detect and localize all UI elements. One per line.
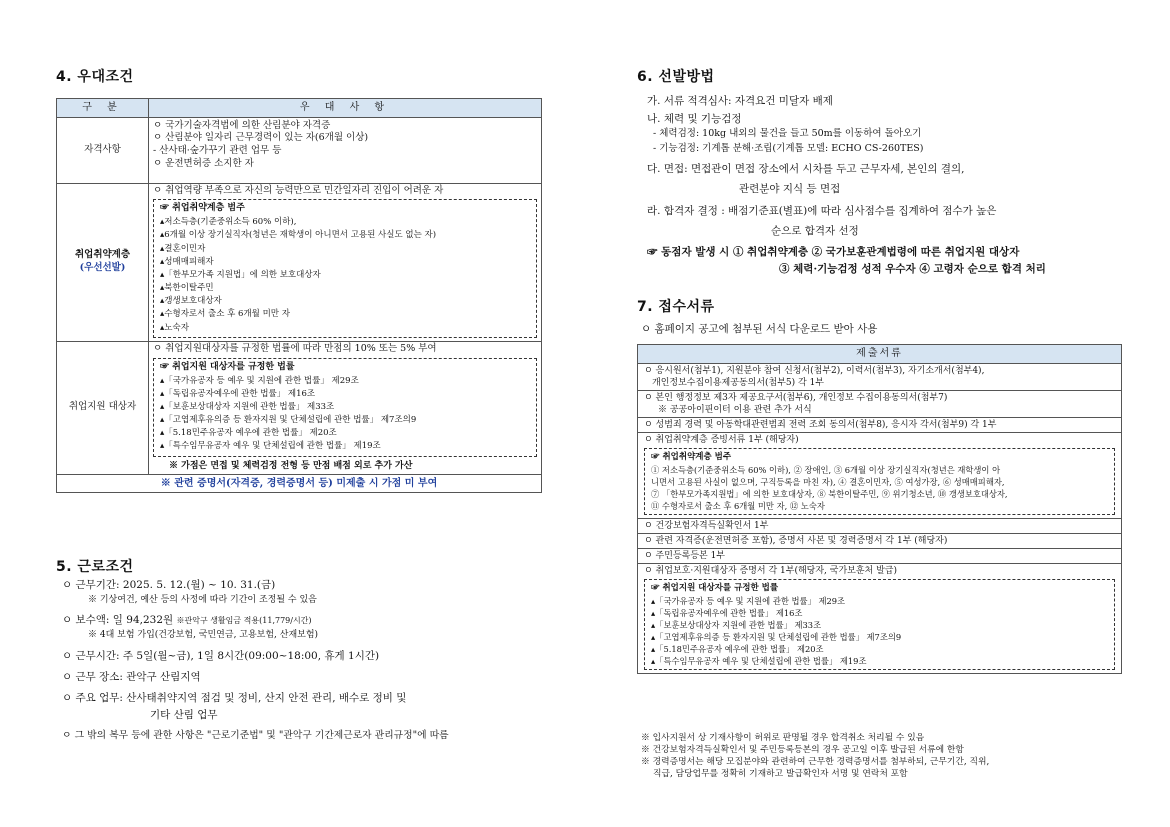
doc-row-privacy xyxy=(638,390,1122,417)
list-item: ▴「특수임무유공자 예우 및 단체설립에 관한 법률」 제19조 xyxy=(160,441,381,452)
footnote: 직급, 담당업무를 정확히 기재하고 발급확인자 서명 및 연락처 포함 xyxy=(653,768,908,779)
doc-row-resident: ㅇ 주민등록등본 1부 xyxy=(638,549,1122,564)
row-vulnerable-detail xyxy=(149,183,542,341)
list-item: ▴「5.18민주유공자 예우에 관한 법률」 제20조 xyxy=(651,643,824,654)
work-period: ㅇ 근무기간: 2025. 5. 12.(월) ~ 10. 31.(금) xyxy=(62,579,276,591)
doc-row-support xyxy=(638,564,1122,674)
step-a xyxy=(643,94,1122,108)
doc-row-text: ㅇ 취업보호·지원대상자 증명서 각 1부(해당자, 국가보훈처 발급) xyxy=(644,566,897,577)
tie-rule-cont: ③ 체력·기능검정 성적 우수자 ④ 고령자 순으로 합격 처리 xyxy=(779,262,1046,275)
vulnerable-box-title: ☞ 취업취약계층 범주 xyxy=(160,203,245,214)
support-box xyxy=(153,358,537,457)
salary xyxy=(62,613,542,627)
list-item: ▴「보훈보상대상자 지원에 관한 법률」 제33조 xyxy=(160,401,335,412)
doc-row-text: ㅇ 본인 행정정보 제3자 제공요구서(첨부6), 개인정보 수집이용동의서(첨부7) xyxy=(644,392,948,403)
footnote: ※ 경력증명서는 해당 모집분야와 관련하여 근무한 경력증명서를 첨부하되, 근무기간, 직위, xyxy=(641,756,990,767)
step-d-cont: 순으로 합격자 선정 xyxy=(771,225,859,238)
vulnerable-label: 취업취약계층 xyxy=(74,249,131,261)
doc-row-vulnerable xyxy=(638,433,1122,519)
work-hours: ㅇ 근무시간: 주 5일(월~금), 1일 8시간(09:00~18:00, 휴게 1시간) xyxy=(62,649,380,662)
other-rules: ㅇ 그 밖의 복무 등에 관한 사항은 "근로기준법" 및 "관악구 기간제근로자 관리규정"에 따름 xyxy=(62,730,449,742)
doc-row-insurance: ㅇ 건강보험자격득실확인서 1부 xyxy=(638,518,1122,533)
support-lead: ㅇ 취업지원대상자를 규정한 법률에 따라 만점의 10% 또는 5% 부여 xyxy=(153,342,437,354)
box-title: ☞ 취업취약계층 범주 xyxy=(651,452,732,463)
main-duties: ㅇ 주요 업무: 산사태취약지역 점검 및 정비, 산지 안전 관리, 배수로 정비 및 xyxy=(62,691,407,704)
step-c: 다. 면접: 면접관이 면접 장소에서 시차를 두고 근무자세, 본인의 결의, xyxy=(647,162,965,175)
row-qualification-detail xyxy=(149,117,542,183)
list-item: ▴「한부모가족 지원법」에 의한 보호대상자 xyxy=(160,269,321,280)
list-item: ▴「5.18민주유공자 예우에 관한 법률」 제20조 xyxy=(160,428,337,439)
footnote: ※ 건강보험자격득실확인서 및 주민등록등본의 경우 공고일 이후 발급된 서류에 한함 xyxy=(641,744,964,755)
col-head-detail: 우 대 사 항 xyxy=(149,99,542,118)
row-support-cat: 취업지원 대상자 xyxy=(57,341,149,474)
footnote: ※ 입사지원서 상 기재사항이 허위로 판명될 경우 합격취소 처리될 수 있음 xyxy=(641,733,925,743)
step-d: 라. 합격자 결정 : 배점기준표(별표)에 따라 심사점수를 집계하여 점수가 높은 xyxy=(647,205,997,218)
certificate-notice: ※ 관련 증명서(자격증, 경력증명서 등) 미제출 시 가점 미 부여 xyxy=(57,474,542,493)
doc-row-text: 개인정보수집이용제공동의서(첨부5) 각 1부 xyxy=(652,377,824,388)
qual-item: - 산사태·숲가꾸기 관련 업무 등 xyxy=(153,145,282,157)
list-item: ▴「특수임무유공자 예우 및 단체설립에 관한 법률」 제19조 xyxy=(651,655,867,666)
documents-intro: ㅇ 홈페이지 공고에 첨부된 서식 다운로드 받아 사용 xyxy=(641,323,878,335)
tie-rule: ☞ 동점자 발생 시 ① 취업취약계층 ② 국가보훈관계법령에 따른 취업지원 대상자 xyxy=(647,245,1020,258)
qual-item: ㅇ 산림분야 일자리 근무경력이 있는 자(6개월 이상) xyxy=(153,132,369,144)
list-item: ▴갱생보호대상자 xyxy=(160,296,222,307)
step-c-cont: 관련분야 지식 등 면접 xyxy=(739,183,841,196)
doc-row-text: ※ 공공아이핀이터 이용 관련 추가 서식 xyxy=(658,404,812,415)
documents-table-head: 제출서류 xyxy=(638,345,1122,364)
col-head-category: 구 분 xyxy=(57,99,149,118)
qual-item: ㅇ 운전면허증 소지한 자 xyxy=(153,157,254,169)
list-item: ▴「국가유공자 등 예우 및 지원에 관한 법률」 제29조 xyxy=(651,595,846,606)
list-item: ▴「고엽제후유의증 등 환자지원 및 단체설립에 관한 법률」 제7조의9 xyxy=(160,415,417,426)
doc-row-certificates: ㅇ 관련 자격증(운전면허증 포함), 증명서 사본 및 경력증명서 각 1부 (해당자) xyxy=(638,533,1122,548)
box-line: ① 저소득층(기준중위소득 60% 이하), ② 장애인, ③ 6개월 이상 장기실직자(청년은 재학생이 아 xyxy=(651,464,1001,475)
row-vulnerable-cat xyxy=(57,183,149,341)
footnotes xyxy=(641,733,1122,781)
work-conditions xyxy=(62,574,542,743)
work-period-note: ※ 기상여건, 예산 등의 사정에 따라 기간이 조정될 수 있음 xyxy=(88,595,317,606)
list-item: ▴6개월 이상 장기실직자(청년은 재학생이 아니면서 고용된 사실도 없는 자) xyxy=(160,230,437,241)
box-line: 니면서 고용된 사실이 없으며, 구직등록을 마친 자), ④ 결혼이민자, ⑤ 여성가장, ⑥ 성매매피해자, xyxy=(651,476,1005,487)
list-item: ▴「독립유공자예우에 관한 법률」 제16조 xyxy=(160,388,316,399)
step-b: 나. 체력 및 기능검정 xyxy=(647,113,742,126)
row-support-detail xyxy=(149,341,542,474)
box-line: ⑪ 수형자로서 출소 후 6개월 미만 자, ⑫ 노숙자 xyxy=(651,500,825,511)
section-4-heading: 4. 우대조건 xyxy=(56,69,134,85)
salary-text: ㅇ 보수액: 일 94,232원 xyxy=(62,614,174,627)
insurance-note: ※ 4대 보험 가입(건강보험, 국민연금, 고용보험, 산재보험) xyxy=(88,630,319,641)
list-item: ▴성매매피해자 xyxy=(160,256,214,267)
vulnerable-box xyxy=(153,199,537,337)
doc-row-crime-check: ㅇ 성범죄 경력 및 아동학대관련범죄 전력 조회 동의서(첨부8), 응시자 각서(첨부9) 각 1부 xyxy=(638,418,1122,433)
main-duties-cont: 기타 산림 업무 xyxy=(150,709,218,722)
section-7-heading: 7. 접수서류 xyxy=(637,299,715,315)
preference-table xyxy=(56,98,542,493)
row-qualification-cat: 자격사항 xyxy=(57,117,149,183)
physical-test: - 체력검정: 10kg 내외의 물건을 들고 50m를 이동하여 돌아오기 xyxy=(653,128,922,140)
list-item: ▴북한이탈주민 xyxy=(160,283,214,294)
list-item: ▴「보훈보상대상자 지원에 관한 법률」 제33조 xyxy=(651,619,822,630)
box-title: ☞ 취업지원 대상자를 규정한 법률 xyxy=(651,583,779,594)
list-item: ▴「고엽제후유의증 등 환자지원 및 단체설립에 관한 법률」 제7조의9 xyxy=(651,631,902,642)
box-line: ⑦ 「한부모가족지원법」에 의한 보호대상자, ⑧ 북한이탈주민, ⑨ 위기청소년, ⑩ 갱생보호대상자, xyxy=(651,488,1008,499)
qual-item: ㅇ 국가기술자격법에 의한 산림분야 자격증 xyxy=(153,119,331,131)
vulnerable-lead: ㅇ 취업역량 부족으로 자신의 능력만으로 민간일자리 진입이 어려운 자 xyxy=(153,184,444,196)
doc-row-application xyxy=(638,363,1122,390)
list-item: ▴결혼이민자 xyxy=(160,243,206,254)
salary-small: ※관악구 생활임금 적용(11,779/시간) xyxy=(176,616,312,626)
support-box-title: ☞ 취업지원 대상자를 규정한 법률 xyxy=(160,361,295,372)
doc-row-text: ㅇ 응시원서(첨부1), 지원분야 참여 신청서(첨부2), 이력서(첨부3), 자기소개서(첨부4), xyxy=(644,365,985,376)
list-item: ▴수형자로서 출소 후 6개월 미만 자 xyxy=(160,309,290,320)
selection-method xyxy=(643,94,1122,276)
skill-test: - 기능검정: 기계톱 분해·조립(기계톱 모델: ECHO CS-260TES) xyxy=(653,143,924,155)
vulnerable-category-box xyxy=(644,448,1115,514)
list-item: ▴저소득층(기준중위소득 60% 이하), xyxy=(160,217,297,228)
section-6-heading: 6. 선발방법 xyxy=(637,69,715,85)
support-law-box xyxy=(644,579,1115,669)
list-item: ▴노숙자 xyxy=(160,322,189,333)
work-place: ㅇ 근무 장소: 관악구 산림지역 xyxy=(62,670,201,683)
bonus-note: ※ 가점은 면접 및 체력검정 전형 등 만점 배점 외로 추가 가산 xyxy=(169,460,413,471)
list-item: ▴「독립유공자예우에 관한 법률」 제16조 xyxy=(651,607,803,618)
list-item: ▴「국가유공자 등 예우 및 지원에 관한 법률」 제29조 xyxy=(160,375,359,386)
step-a-text: 가. 서류 적격심사: 자격요건 미달자 배제 xyxy=(647,95,833,107)
documents-table xyxy=(637,344,1122,674)
doc-row-text: ㅇ 취업취약계층 증빙서류 1부 (해당자) xyxy=(644,435,799,446)
priority-label: (우선선발) xyxy=(79,262,126,274)
section-5-heading: 5. 근로조건 xyxy=(56,559,134,575)
